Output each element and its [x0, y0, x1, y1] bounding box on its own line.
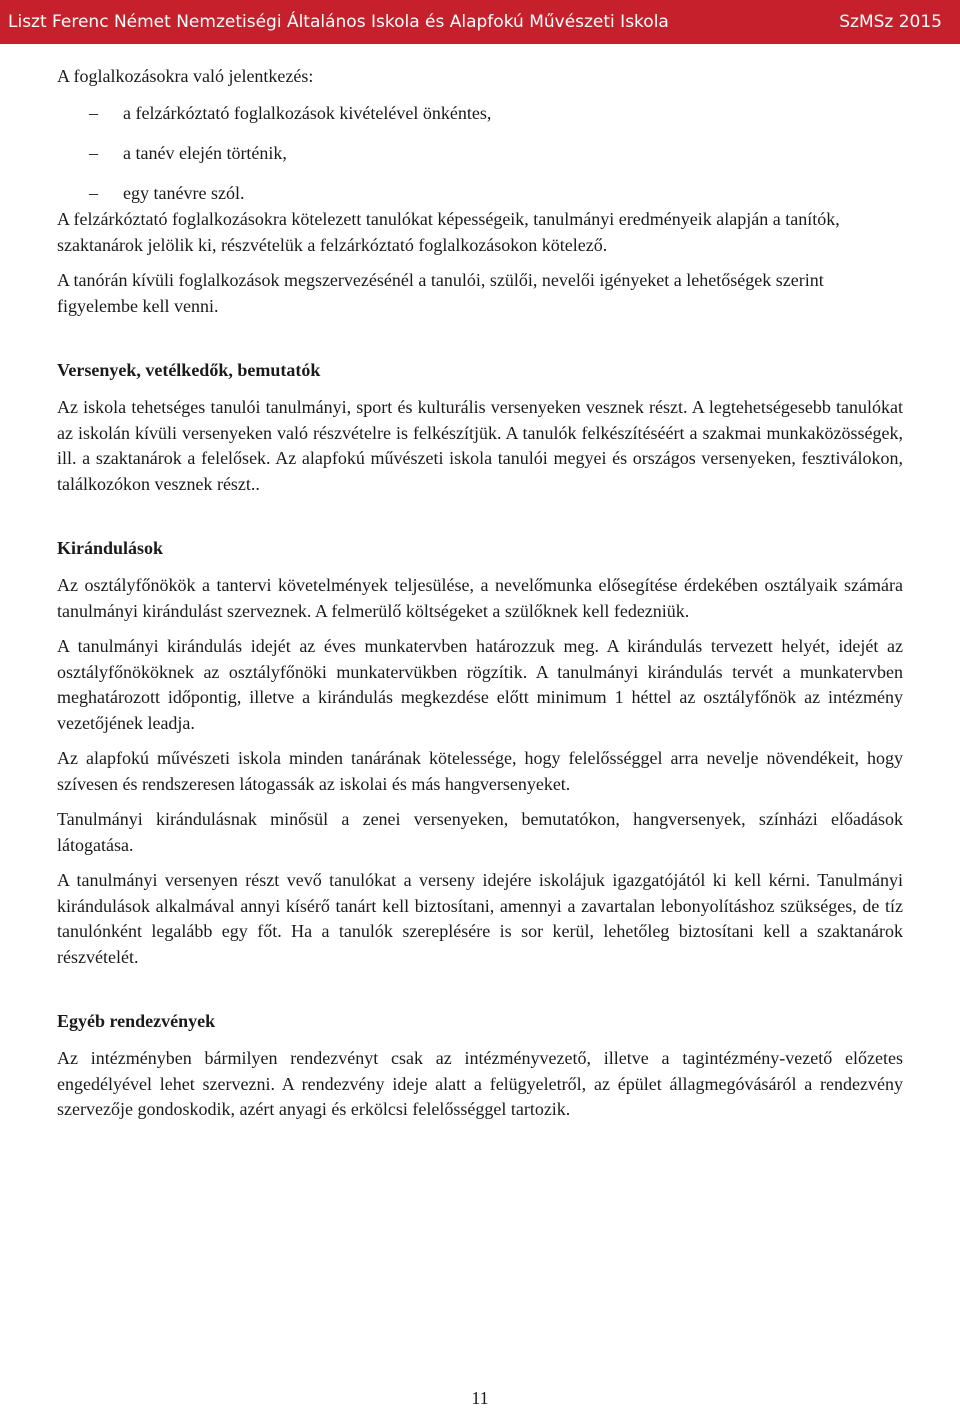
- list-item: – egy tanévre szól.: [57, 180, 903, 207]
- document-code: SzMSz 2015: [839, 12, 942, 32]
- list-item: – a tanév elején történik,: [57, 140, 903, 167]
- paragraph-excursions-1: Az osztályfőnökök a tantervi követelmények teljesülése, a nevelőmunka elősegítése érdekében osztályaik számára tanulmányi kirándulást szerveznek. A felmerülő költségeket a szülőknek kell fedezniük.: [57, 575, 903, 621]
- dash-bullet: –: [89, 143, 98, 163]
- paragraph-other-events: Az intézményben bármilyen rendezvényt csak az intézményvezető, illetve a tagintézmény-vezető előzetes engedélyével lehet szervezni. A rendezvény ideje alatt a felügyeletről, az épület állagmegóvásáról a rendezvény szervezője gondoskodik, azért anyagi és erkölcsi felelősséggel tartozik.: [57, 1048, 903, 1119]
- section-title-other-events: Egyéb rendezvények: [57, 1011, 216, 1031]
- section-title-competitions: Versenyek, vetélkedők, bemutatók: [57, 360, 321, 380]
- paragraph-extracurricular: A tanórán kívüli foglalkozások megszervezésénél a tanulói, szülői, nevelői igényeket a lehetőségek szerint figyelembe kell venni.: [57, 270, 824, 316]
- paragraph-excursions-5: A tanulmányi versenyen részt vevő tanulókat a verseny idejére iskolájuk igazgatójától ki kell kérni. Tanulmányi kirándulások alkalmával annyi kísérő tanárt kell biztosítani, amennyi a zavartalan lebonyolításhoz szükséges, de tíz tanulónként legalább egy főt. Ha a tanulók szereplésére is sor kerül, lehetőleg biztosítani kell a szaktanárok részvételét.: [57, 870, 903, 967]
- paragraph-competitions: Az iskola tehetséges tanulói tanulmányi, sport és kulturális versenyeken vesznek részt. A legtehetségesebb tanulókat az iskolán kívüli versenyeken való részvételre is felkészítjük. A tanulók felkészítéséért a szakmai munkaközösségek, ill. a szaktanárok a felelősek. Az alapfokú művészeti iskola tanulói megyei és országos versenyeken, fesztiválokon, találkozókon vesznek részt..: [57, 397, 903, 494]
- list-item: – a felzárkóztató foglalkozások kivételével önkéntes,: [57, 100, 903, 127]
- registration-heading: A foglalkozásokra való jelentkezés:: [57, 66, 314, 86]
- registration-list: [57, 100, 903, 207]
- paragraph-excursions-2: A tanulmányi kirándulás idejét az éves munkatervben határozzuk meg. A kirándulás tervezett helyét, idejét az osztályfőnököknek az osztályfőnöki munkatervükben rögzítik. A tanulmányi kirándulás tervét a munkatervben meghatározott időpontig, illetve a kirándulás megkezdése előtt minimum 1 héttel az osztályfőnök az intézmény vezetőjének leadja.: [57, 636, 903, 733]
- dash-bullet: –: [89, 103, 98, 123]
- school-name: Liszt Ferenc Német Nemzetiségi Általános Iskola és Alapfokú Művészeti Iskola: [8, 12, 669, 32]
- document-body: [57, 63, 903, 1123]
- page-number: 11: [471, 1388, 489, 1408]
- paragraph-remedial: A felzárkóztató foglalkozásokra kötelezett tanulókat képességeik, tanulmányi eredményeik alapján a tanítók, szaktanárok jelölik ki, részvételük a felzárkóztató foglalkozásokon kötelező.: [57, 209, 840, 255]
- paragraph-excursions-3: Az alapfokú művészeti iskola minden tanárának kötelessége, hogy felelősséggel arra nevelje növendékeit, hogy szívesen és rendszeresen látogassák az iskolai és más hangversenyeket.: [57, 748, 903, 794]
- paragraph-excursions-4: Tanulmányi kirándulásnak minősül a zenei versenyeken, bemutatókon, hangversenyek, színházi előadások látogatása.: [57, 809, 903, 855]
- dash-bullet: –: [89, 183, 98, 203]
- section-title-excursions: Kirándulások: [57, 538, 164, 558]
- page-header: [0, 0, 960, 44]
